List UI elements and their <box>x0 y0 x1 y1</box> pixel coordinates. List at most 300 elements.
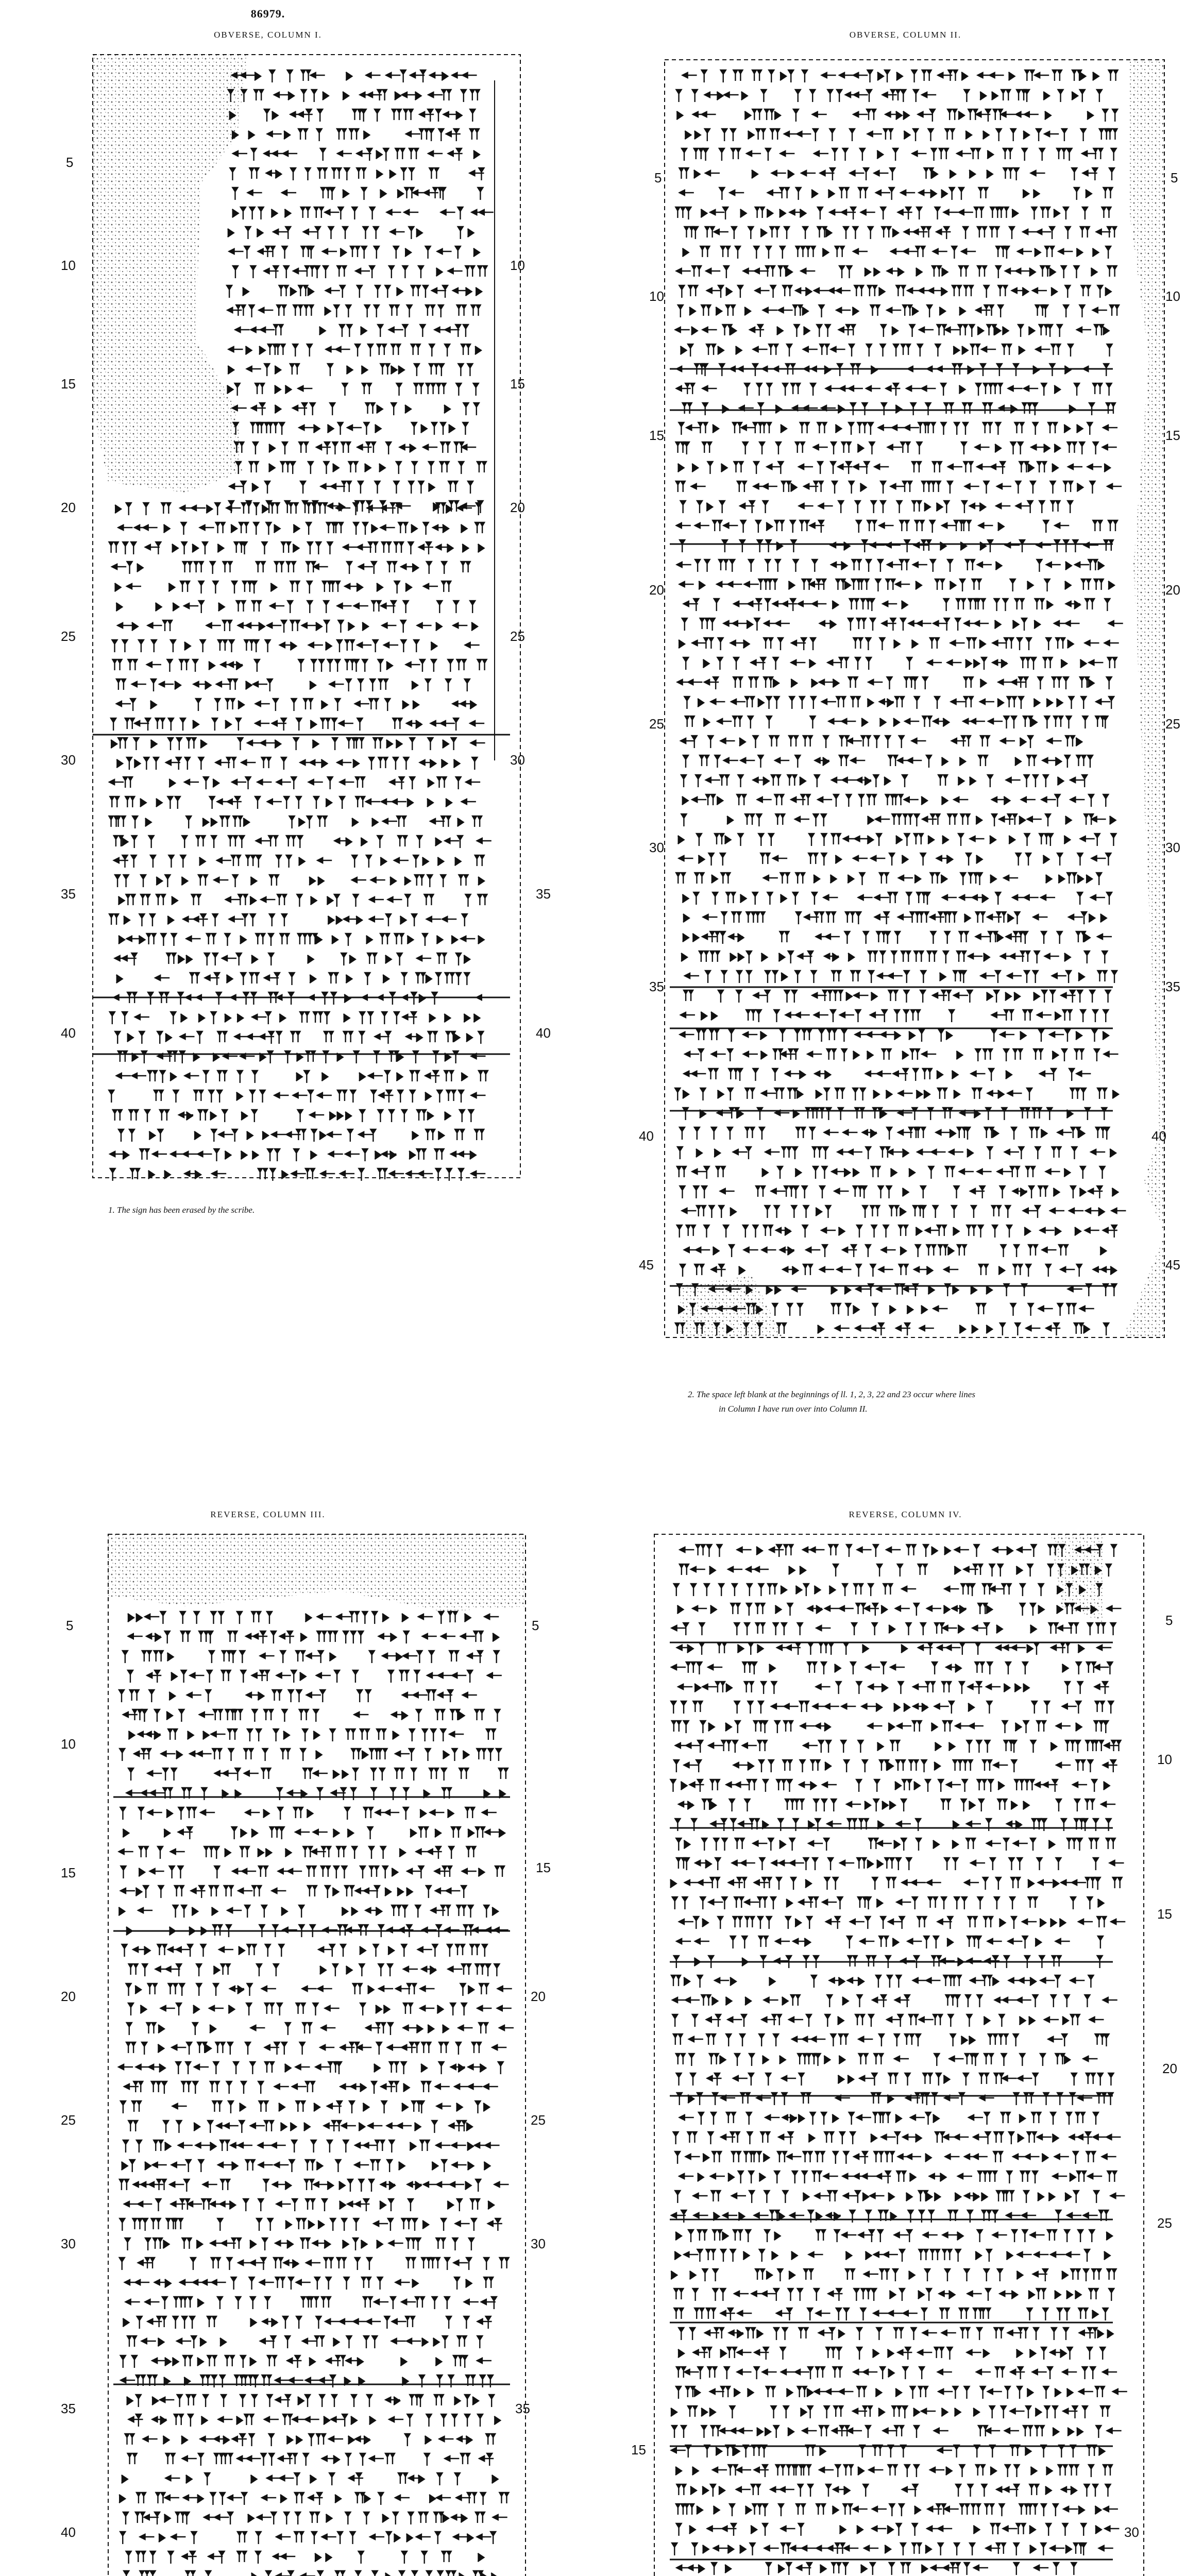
cuneiform-wedge <box>683 1623 688 1635</box>
cuneiform-wedge <box>928 836 934 844</box>
cuneiform-wedge <box>933 993 947 998</box>
cuneiform-wedge <box>345 2512 350 2524</box>
cuneiform-wedge <box>800 1566 806 1574</box>
cuneiform-wedge <box>1025 70 1034 81</box>
cuneiform-wedge <box>819 305 824 317</box>
cuneiform-wedge <box>456 148 462 161</box>
cuneiform-wedge <box>1105 640 1119 646</box>
cuneiform-wedge <box>331 2417 345 2422</box>
cuneiform-wedge <box>687 1645 693 1653</box>
cuneiform-wedge <box>375 481 380 494</box>
cuneiform-wedge <box>386 2532 392 2544</box>
cuneiform-wedge <box>451 936 458 944</box>
cuneiform-wedge <box>952 1071 958 1079</box>
cuneiform-wedge <box>902 1149 908 1157</box>
cuneiform-wedge <box>1022 148 1027 161</box>
cuneiform-wedge <box>1016 853 1021 866</box>
cuneiform-wedge <box>353 1984 362 1994</box>
cuneiform-wedge <box>898 914 912 920</box>
cuneiform-wedge <box>1036 347 1050 352</box>
cuneiform-wedge <box>861 736 871 747</box>
cuneiform-wedge <box>406 2258 415 2268</box>
cuneiform-wedge <box>447 2201 453 2209</box>
cuneiform-wedge <box>212 1749 222 1759</box>
cuneiform-wedge <box>312 1129 317 1142</box>
cuneiform-wedge <box>125 2238 130 2250</box>
cuneiform-wedge <box>821 814 826 826</box>
cuneiform-wedge <box>161 1751 175 1756</box>
cuneiform-wedge <box>255 659 260 672</box>
cuneiform-wedge <box>116 759 123 768</box>
cuneiform-wedge <box>156 894 165 905</box>
cuneiform-wedge <box>1083 366 1097 371</box>
cuneiform-wedge <box>1058 1303 1063 1316</box>
cuneiform-wedge <box>118 525 132 530</box>
line-number: 45 <box>639 1257 654 1273</box>
cuneiform-wedge <box>321 2297 331 2308</box>
cuneiform-wedge <box>902 1051 908 1059</box>
cuneiform-wedge <box>385 1031 391 1044</box>
cuneiform-wedge <box>873 1545 878 1557</box>
cuneiform-wedge <box>457 659 466 670</box>
cuneiform-wedge <box>358 481 363 494</box>
cuneiform-wedge <box>727 1127 733 1140</box>
cuneiform-wedge <box>853 638 862 649</box>
cuneiform-wedge <box>911 403 916 415</box>
cuneiform-wedge <box>219 1132 233 1137</box>
cuneiform-wedge <box>886 794 895 805</box>
cuneiform-wedge <box>329 1151 343 1157</box>
cuneiform-wedge <box>1042 1247 1057 1252</box>
cuneiform-wedge <box>210 562 215 574</box>
cuneiform-wedge <box>1103 794 1108 807</box>
cuneiform-wedge <box>691 1567 705 1572</box>
cuneiform-wedge <box>462 2003 467 2015</box>
cuneiform-wedge <box>150 2551 156 2564</box>
cuneiform-wedge <box>713 425 719 433</box>
cuneiform-wedge <box>346 1729 355 1740</box>
cuneiform-wedge <box>789 1566 795 1574</box>
cuneiform-wedge <box>784 227 789 239</box>
cuneiform-wedge <box>484 2162 490 2170</box>
cuneiform-wedge <box>360 2083 366 2092</box>
cuneiform-wedge <box>769 834 774 846</box>
cuneiform-wedge <box>692 266 701 277</box>
line-number: 15 <box>510 376 525 392</box>
cuneiform-wedge <box>916 1127 925 1138</box>
cuneiform-wedge <box>401 2045 416 2050</box>
cuneiform-wedge <box>414 364 419 376</box>
cuneiform-wedge <box>424 190 438 195</box>
cuneiform-wedge <box>810 383 816 396</box>
cuneiform-wedge <box>182 2316 187 2329</box>
cuneiform-wedge <box>1104 540 1113 551</box>
cuneiform-wedge <box>420 2006 434 2011</box>
cuneiform-wedge <box>717 92 723 100</box>
cuneiform-wedge <box>868 951 877 962</box>
cuneiform-wedge <box>1008 386 1023 391</box>
cuneiform-wedge <box>890 1665 905 1670</box>
cuneiform-wedge <box>866 1147 871 1159</box>
cuneiform-wedge <box>356 916 362 924</box>
cuneiform-wedge <box>452 2162 467 2167</box>
cuneiform-wedge <box>274 1964 279 1976</box>
cuneiform-wedge <box>906 1623 911 1635</box>
cuneiform-wedge <box>265 1849 272 1857</box>
cuneiform-wedge <box>453 2260 468 2265</box>
cuneiform-wedge <box>420 325 425 337</box>
cuneiform-wedge <box>780 209 786 217</box>
cuneiform-wedge <box>448 1612 458 1622</box>
cuneiform-wedge <box>369 1866 379 1877</box>
cuneiform-wedge <box>289 2160 294 2172</box>
cuneiform-wedge <box>772 1303 777 1316</box>
cuneiform-wedge <box>251 2573 258 2576</box>
cuneiform-wedge <box>811 971 817 983</box>
cuneiform-wedge <box>990 1586 1004 1591</box>
cuneiform-wedge <box>260 2280 274 2285</box>
cuneiform-wedge <box>882 403 887 415</box>
cuneiform-wedge <box>997 484 1011 489</box>
cuneiform-wedge <box>471 1171 485 1176</box>
cuneiform-wedge <box>276 2573 291 2576</box>
cuneiform-wedge <box>142 2338 156 2344</box>
cuneiform-wedge <box>759 1127 765 1140</box>
cuneiform-wedge <box>456 953 461 965</box>
cuneiform-wedge <box>818 797 832 802</box>
cuneiform-wedge <box>267 2355 277 2366</box>
cuneiform-wedge <box>128 1670 133 1683</box>
cuneiform-wedge <box>442 2551 451 2562</box>
cuneiform-wedge <box>305 2417 319 2422</box>
cuneiform-wedge <box>345 1807 350 1820</box>
cuneiform-wedge <box>233 875 238 887</box>
cuneiform-wedge <box>677 562 691 567</box>
cuneiform-wedge <box>410 2395 419 2405</box>
cuneiform-wedge <box>706 344 716 355</box>
cuneiform-wedge <box>1077 327 1091 332</box>
cuneiform-wedge <box>192 544 198 552</box>
cuneiform-wedge <box>330 1944 335 1957</box>
cuneiform-wedge <box>895 582 910 587</box>
cuneiform-wedge <box>967 366 973 374</box>
cuneiform-wedge <box>744 582 759 587</box>
cuneiform-wedge <box>928 1166 934 1179</box>
cuneiform-wedge <box>171 1012 176 1024</box>
cuneiform-wedge <box>1043 855 1049 863</box>
cuneiform-wedge <box>1085 599 1094 609</box>
cuneiform-wedge <box>711 1127 717 1140</box>
cuneiform-wedge <box>775 814 785 825</box>
cuneiform-wedge <box>704 1225 709 1238</box>
cuneiform-wedge <box>225 1014 231 1022</box>
cuneiform-wedge <box>1000 1323 1005 1335</box>
cuneiform-wedge <box>150 740 157 748</box>
cuneiform-wedge <box>192 2532 197 2544</box>
cuneiform-wedge <box>477 462 486 472</box>
cuneiform-wedge <box>889 1306 895 1314</box>
cuneiform-wedge <box>217 1090 222 1103</box>
cuneiform-wedge <box>188 2201 202 2207</box>
cuneiform-wedge <box>816 1090 822 1098</box>
cuneiform-wedge <box>344 994 350 1003</box>
cuneiform-wedge <box>238 1071 243 1083</box>
cuneiform-wedge <box>811 679 817 687</box>
cuneiform-wedge <box>438 1673 452 1678</box>
cuneiform-wedge <box>259 308 273 313</box>
cuneiform-wedge <box>217 2297 223 2309</box>
line-number: 10 <box>649 289 664 304</box>
cuneiform-wedge <box>1078 1645 1084 1653</box>
cuneiform-wedge <box>411 1768 416 1781</box>
cuneiform-wedge <box>193 2005 199 2013</box>
cuneiform-wedge <box>193 2081 198 2094</box>
cuneiform-wedge <box>376 150 382 159</box>
cuneiform-wedge <box>438 305 444 317</box>
cuneiform-wedge <box>824 1071 831 1079</box>
cuneiform-wedge <box>1065 816 1072 824</box>
cuneiform-wedge <box>719 560 728 570</box>
cuneiform-wedge <box>115 505 121 513</box>
cuneiform-wedge <box>843 1642 849 1655</box>
cuneiform-wedge <box>173 1090 178 1103</box>
cuneiform-wedge <box>375 285 380 298</box>
cuneiform-wedge <box>904 834 909 846</box>
cuneiform-wedge <box>693 599 699 611</box>
cuneiform-wedge <box>181 2081 191 2092</box>
cuneiform-wedge <box>384 2316 389 2329</box>
cuneiform-wedge <box>680 1127 685 1140</box>
cuneiform-wedge <box>931 1547 938 1555</box>
cuneiform-wedge <box>887 1127 892 1140</box>
cuneiform-wedge <box>250 1090 255 1103</box>
cuneiform-wedge <box>407 2414 412 2427</box>
cuneiform-wedge <box>445 2456 459 2461</box>
cuneiform-wedge <box>296 796 301 809</box>
cuneiform-wedge <box>965 131 972 139</box>
cuneiform-wedge <box>493 1633 499 1641</box>
cuneiform-wedge <box>959 1325 965 1333</box>
cuneiform-wedge <box>913 562 927 567</box>
cuneiform-wedge <box>720 931 725 944</box>
cuneiform-wedge <box>318 2571 323 2576</box>
cuneiform-wedge <box>419 1827 428 1838</box>
cuneiform-wedge <box>936 1130 950 1135</box>
cuneiform-wedge <box>1077 853 1082 866</box>
cuneiform-wedge <box>394 858 409 863</box>
cuneiform-wedge <box>313 1731 319 1739</box>
cuneiform-wedge <box>429 2495 435 2503</box>
cuneiform-wedge <box>1035 951 1040 963</box>
cuneiform-wedge <box>374 305 379 317</box>
cuneiform-wedge <box>730 1208 736 1216</box>
cuneiform-wedge <box>788 170 794 178</box>
cuneiform-wedge <box>692 90 698 102</box>
cuneiform-wedge <box>326 799 332 807</box>
cuneiform-wedge <box>903 111 909 120</box>
cuneiform-wedge <box>782 1147 791 1158</box>
cuneiform-wedge <box>1096 699 1110 704</box>
cuneiform-wedge <box>1033 1049 1043 1060</box>
cuneiform-wedge <box>709 1029 719 1040</box>
cuneiform-wedge <box>369 2416 376 2425</box>
cuneiform-wedge <box>758 699 764 707</box>
cuneiform-wedge <box>461 90 466 102</box>
cuneiform-wedge <box>229 484 244 489</box>
cuneiform-wedge <box>321 1866 330 1877</box>
cuneiform-wedge <box>969 873 978 884</box>
cuneiform-wedge <box>731 640 745 646</box>
cuneiform-wedge <box>259 207 264 219</box>
cuneiform-wedge <box>451 1827 461 1838</box>
cuneiform-wedge <box>230 1651 235 1663</box>
cuneiform-wedge <box>904 677 913 688</box>
cuneiform-wedge <box>394 2534 400 2542</box>
cuneiform-wedge <box>154 1731 160 1739</box>
cuneiform-wedge <box>969 170 975 178</box>
cuneiform-wedge <box>802 1186 807 1198</box>
cuneiform-wedge <box>164 2514 170 2522</box>
cuneiform-wedge <box>1054 385 1060 394</box>
cuneiform-wedge <box>896 72 903 80</box>
cuneiform-wedge <box>465 642 480 648</box>
cuneiform-wedge <box>906 386 921 391</box>
cuneiform-wedge <box>1103 716 1108 728</box>
cuneiform-wedge <box>263 2179 268 2192</box>
cuneiform-wedge <box>116 975 123 983</box>
cuneiform-wedge <box>260 1631 265 1643</box>
cuneiform-wedge <box>252 1014 266 1020</box>
cuneiform-wedge <box>1111 1545 1116 1557</box>
cuneiform-wedge <box>267 799 282 804</box>
cuneiform-wedge <box>342 383 347 396</box>
cuneiform-wedge <box>766 522 772 531</box>
cuneiform-wedge <box>941 796 947 805</box>
cuneiform-wedge <box>249 305 255 317</box>
cuneiform-wedge <box>1086 875 1092 883</box>
cuneiform-wedge <box>235 2297 241 2309</box>
cuneiform-wedge <box>441 2218 446 2231</box>
cuneiform-wedge <box>750 327 764 332</box>
cuneiform-wedge <box>335 659 340 672</box>
cuneiform-wedge <box>176 1964 181 1976</box>
cuneiform-wedge <box>378 1749 387 1759</box>
cuneiform-wedge <box>367 953 377 964</box>
cuneiform-wedge <box>445 2297 450 2309</box>
cuneiform-wedge <box>398 1090 403 1103</box>
cuneiform-wedge <box>470 701 476 709</box>
cuneiform-wedge <box>452 1749 457 1761</box>
cuneiform-wedge <box>963 227 968 239</box>
cuneiform-wedge <box>734 657 739 670</box>
cuneiform-wedge <box>1065 562 1072 570</box>
cuneiform-wedge <box>441 2414 446 2427</box>
cuneiform-wedge <box>1014 422 1024 433</box>
cuneiform-wedge <box>432 2121 437 2133</box>
cuneiform-wedge <box>1003 148 1012 159</box>
cuneiform-wedge <box>748 227 753 239</box>
cuneiform-wedge <box>345 1886 354 1896</box>
line-number: 10 <box>61 1736 76 1752</box>
cuneiform-wedge <box>256 838 270 843</box>
cuneiform-wedge <box>172 896 178 905</box>
cuneiform-wedge <box>394 1012 399 1024</box>
cuneiform-wedge <box>313 1771 328 1776</box>
cuneiform-wedge <box>443 740 449 748</box>
cuneiform-wedge <box>683 657 688 670</box>
cuneiform-wedge <box>149 1690 154 1702</box>
cuneiform-wedge <box>443 2336 448 2348</box>
cuneiform-wedge <box>1021 657 1030 668</box>
cuneiform-wedge <box>903 249 918 254</box>
cuneiform-wedge <box>885 931 890 944</box>
cuneiform-wedge <box>1024 112 1039 117</box>
cuneiform-wedge <box>450 2003 455 2015</box>
cuneiform-wedge <box>869 971 874 983</box>
cuneiform-wedge <box>360 1946 366 1955</box>
cuneiform-wedge <box>193 659 198 672</box>
cuneiform-wedge <box>294 2473 299 2485</box>
cuneiform-wedge <box>760 853 770 864</box>
cuneiform-wedge <box>360 2453 365 2466</box>
cuneiform-wedge <box>318 877 324 885</box>
cuneiform-wedge <box>213 581 218 594</box>
cuneiform-wedge <box>959 266 968 277</box>
cuneiform-wedge <box>822 73 836 78</box>
cuneiform-wedge <box>473 248 480 257</box>
cuneiform-wedge <box>921 1306 927 1314</box>
cuneiform-wedge <box>182 836 187 848</box>
cuneiform-wedge <box>453 2534 468 2539</box>
cuneiform-wedge <box>158 2044 164 2053</box>
cuneiform-wedge <box>258 1692 264 1700</box>
cuneiform-wedge <box>262 542 267 554</box>
cuneiform-wedge <box>128 659 137 670</box>
cuneiform-wedge <box>1103 445 1117 450</box>
cuneiform-wedge <box>198 2453 204 2466</box>
cuneiform-wedge <box>388 1670 394 1683</box>
cuneiform-wedge <box>399 2571 404 2576</box>
cuneiform-wedge <box>275 2378 290 2383</box>
line-number: 5 <box>532 1618 539 1633</box>
cuneiform-wedge <box>791 540 796 552</box>
cuneiform-wedge <box>757 383 762 396</box>
cuneiform-wedge <box>191 2336 196 2348</box>
cuneiform-wedge <box>1076 1031 1082 1040</box>
cuneiform-wedge <box>418 1947 432 1952</box>
cuneiform-wedge <box>921 1186 926 1198</box>
cuneiform-wedge <box>1105 599 1110 611</box>
cuneiform-wedge <box>172 2358 178 2366</box>
cuneiform-wedge <box>1058 249 1073 254</box>
cuneiform-wedge <box>404 210 418 215</box>
cuneiform-wedge <box>1089 403 1094 415</box>
cuneiform-wedge <box>926 755 931 768</box>
cuneiform-wedge <box>395 92 401 100</box>
cuneiform-wedge <box>344 2277 349 2290</box>
cuneiform-wedge <box>736 990 741 1003</box>
cuneiform-wedge <box>428 1849 442 1854</box>
cuneiform-wedge <box>293 305 302 316</box>
cuneiform-wedge <box>135 1888 142 1896</box>
cuneiform-wedge <box>321 1073 328 1081</box>
line-number: 40 <box>639 1128 654 1144</box>
cuneiform-wedge <box>1064 836 1070 844</box>
cuneiform-wedge <box>270 1168 275 1181</box>
cuneiform-wedge <box>307 1653 321 1658</box>
cuneiform-wedge <box>140 2005 146 2013</box>
cuneiform-wedge <box>260 740 275 745</box>
